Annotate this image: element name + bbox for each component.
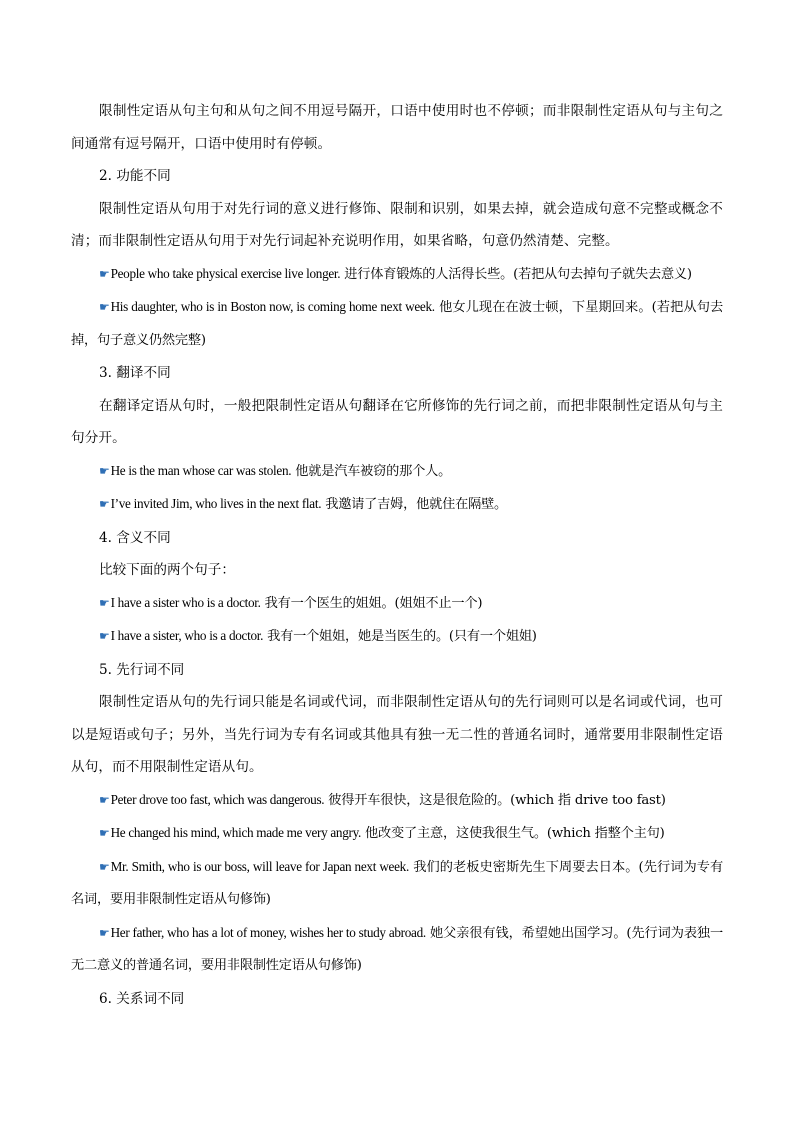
paragraph: 限制性定语从句主句和从句之间不用逗号隔开，口语中使用时也不停顿；而非限制性定语从句与主句之间通常有逗号隔开，口语中使用时有停顿。 (71, 103, 723, 152)
paragraph: 限制性定语从句的先行词只能是名词或代词，而非限制性定语从句的先行词则可以是名词或代词，也可以是短语或句子；另外，当先行词为专有名词或其他具有独一无二性的普通名词时，通常要用非限制性定语从句，而不用限制性定语从句。 (71, 694, 723, 775)
example-english: I have a sister who is a doctor. (110, 594, 261, 610)
instruction-text: 比较下面的两个句子： (99, 562, 235, 578)
example-english: Peter drove too fast, which was dangerous. (110, 791, 325, 807)
section-heading: 5. 先行词不同 (99, 661, 185, 678)
example-sentence (71, 488, 723, 522)
pointing-hand-icon: ☛ (99, 859, 110, 874)
pointing-hand-icon: ☛ (99, 266, 110, 281)
example-sentence (71, 620, 723, 654)
pointing-hand-icon: ☛ (99, 629, 110, 643)
example-chinese: 我邀请了吉姆，他就住在隔壁。 (325, 497, 508, 512)
example-sentence (71, 817, 723, 851)
pointing-hand-icon: ☛ (99, 826, 110, 840)
pointing-hand-icon: ☛ (99, 463, 110, 478)
section-heading: 3. 翻译不同 (99, 365, 171, 381)
example-english: People who take physical exercise live longer. (110, 265, 341, 281)
example-english: He is the man whose car was stolen. (110, 462, 292, 478)
example-chinese: 他就是汽车被窃的那个人。 (295, 463, 452, 479)
example-chinese: 进行体育锻炼的人活得长些。(若把从句去掉句子就失去意义) (344, 266, 692, 282)
example-english: I’ve invited Jim, who lives in the next flat. (110, 496, 322, 511)
example-english: Mr. Smith, who is our boss, will leave for Japan next week. (110, 858, 409, 874)
example-english: Her father, who has a lot of money, wishes her to study abroad. (110, 924, 426, 940)
example-chinese: 我有一个姐姐，她是当医生的。(只有一个姐姐) (267, 629, 537, 644)
example-sentence (71, 258, 723, 292)
example-sentence (71, 587, 723, 621)
example-sentence (71, 455, 723, 489)
pointing-hand-icon: ☛ (99, 300, 110, 314)
example-chinese: 他改变了主意，这使我很生气。(which 指整个主句) (365, 826, 665, 841)
paragraph: 限制性定语从句用于对先行词的意义进行修饰、限制和识别，如果去掉，就会造成句意不完整或概念不清；而非限制性定语从句用于对先行词起补充说明作用，如果省略，句意仍然清楚、完整。 (71, 200, 723, 249)
pointing-hand-icon: ☛ (99, 792, 110, 807)
pointing-hand-icon: ☛ (99, 925, 110, 940)
example-chinese: 他女儿现在在波士顿，下星期回来。(若把从句去掉，句子意义仍然完整) (71, 300, 723, 348)
example-chinese: 我有一个医生的姐姐。(姐姐不止一个) (264, 595, 483, 611)
section-heading: 2. 功能不同 (99, 168, 171, 184)
example-sentence (71, 784, 723, 818)
pointing-hand-icon: ☛ (99, 497, 110, 511)
section-heading: 4. 含义不同 (99, 529, 171, 546)
example-sentence (71, 851, 723, 917)
example-english: He changed his mind, which made me very angry. (110, 825, 362, 840)
example-english: His daughter, who is in Boston now, is coming home next week. (110, 299, 435, 314)
example-chinese: 彼得开车很快，这是很危险的。(which 指 drive too fast) (328, 792, 666, 808)
example-sentence (71, 291, 723, 357)
document-page (71, 95, 723, 1015)
example-chinese: 我们的老板史密斯先生下周要去日本。(先行词为专有名词，要用非限制性定语从句修饰) (71, 859, 723, 907)
section-heading: 6. 关系词不同 (99, 990, 185, 1007)
paragraph: 在翻译定语从句时，一般把限制性定语从句翻译在它所修饰的先行词之前，而把非限制性定语从句与主句分开。 (71, 397, 723, 446)
example-chinese: 她父亲很有钱，希望她出国学习。(先行词为表独一无二意义的普通名词，要用非限制性定语从句修饰) (71, 925, 724, 973)
pointing-hand-icon: ☛ (99, 595, 110, 610)
example-english: I have a sister, who is a doctor. (110, 628, 264, 643)
example-sentence (71, 917, 723, 983)
